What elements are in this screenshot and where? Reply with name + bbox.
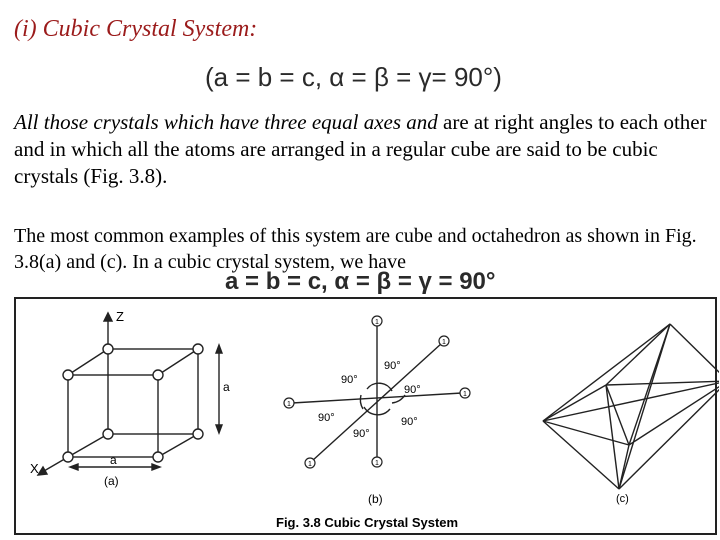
panel-a-cube [38, 313, 222, 475]
x-axis-arrow [38, 467, 47, 475]
cube-front-face [68, 375, 158, 457]
edge [543, 385, 606, 421]
panel-b-label: (b) [368, 492, 383, 506]
panel-a-atoms [63, 344, 203, 462]
end-label: 1 [375, 319, 379, 326]
paragraph-definition [14, 109, 714, 190]
angle-label: 90° [404, 384, 421, 396]
end-label: 1 [287, 401, 291, 408]
angle-label: 90° [353, 428, 370, 440]
end-label: 1 [375, 460, 379, 467]
panel-b-axes [292, 323, 462, 461]
angle-label: 90° [341, 374, 358, 386]
edge [606, 381, 719, 385]
panel-c-label: (c) [616, 493, 629, 505]
end-label: 1 [463, 391, 467, 398]
edge-a-bottom: a [110, 453, 117, 467]
figure-cubic-crystal-system [14, 297, 717, 535]
axis-z-label: Z [116, 309, 124, 324]
edge [670, 324, 719, 381]
end-label: 1 [308, 461, 312, 468]
angle-label: 90° [384, 360, 401, 372]
formula-top: (a = b = c, α = β = γ= 90°) [205, 62, 502, 92]
edge [543, 324, 670, 421]
panel-c-octahedron [543, 324, 719, 489]
angle-label: 90° [318, 412, 335, 424]
angle-label: 90° [401, 416, 418, 428]
axis-x-label: X [30, 461, 39, 476]
end-label: 1 [442, 339, 446, 346]
panel-a-label: (a) [104, 474, 119, 488]
paragraph-examples: The most common examples of this system are cube and octahedron as shown in Fig. 3.8(a) and (c). In a cubic crystal system, we have [14, 225, 697, 273]
formula-bottom: a = b = c, α = β = γ = 90° [225, 268, 496, 295]
figure-caption: Fig. 3.8 Cubic Crystal System [276, 515, 459, 530]
paragraph-italic-part: All those crystals which have three equal axes and [14, 110, 438, 134]
paragraph-rest: are at right angles to each other and in which all the atoms are arranged in a regular cube are said to be cubic crystals (Fig. 3.8). [14, 110, 707, 188]
cube-back-face [108, 349, 198, 434]
figure-drawing [16, 299, 719, 537]
edge-a-right: a [223, 380, 230, 394]
z-axis-arrow [104, 313, 112, 321]
section-title: (i) Cubic Crystal System: [14, 16, 258, 42]
